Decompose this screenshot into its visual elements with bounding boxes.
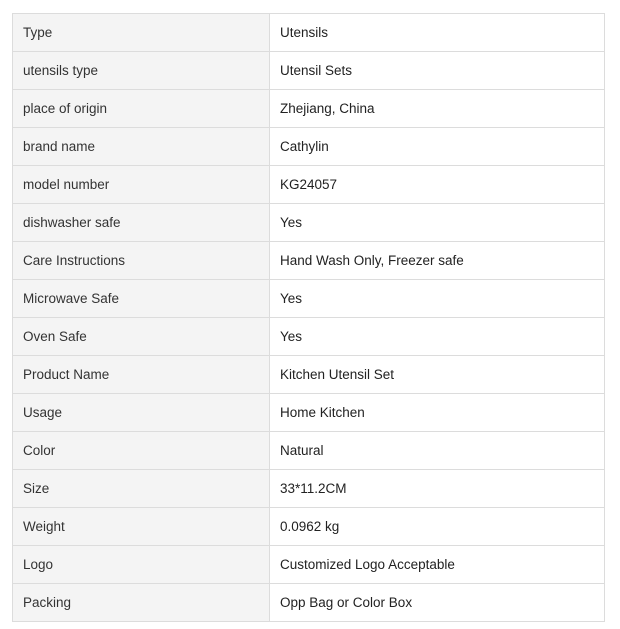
- table-row: [13, 52, 605, 90]
- spec-label: dishwasher safe: [13, 204, 270, 242]
- spec-value: Yes: [270, 280, 605, 318]
- spec-value: KG24057: [270, 166, 605, 204]
- spec-value: Yes: [270, 318, 605, 356]
- spec-label: brand name: [13, 128, 270, 166]
- spec-value: Yes: [270, 204, 605, 242]
- spec-value: Home Kitchen: [270, 394, 605, 432]
- table-row: [13, 318, 605, 356]
- spec-value: Opp Bag or Color Box: [270, 584, 605, 622]
- table-row: [13, 14, 605, 52]
- table-row: [13, 356, 605, 394]
- spec-label: model number: [13, 166, 270, 204]
- spec-label: Weight: [13, 508, 270, 546]
- spec-label: Size: [13, 470, 270, 508]
- spec-value: Utensil Sets: [270, 52, 605, 90]
- spec-value: Customized Logo Acceptable: [270, 546, 605, 584]
- spec-label: Color: [13, 432, 270, 470]
- spec-label: Logo: [13, 546, 270, 584]
- table-row: [13, 166, 605, 204]
- table-row: [13, 508, 605, 546]
- spec-value: 33*11.2CM: [270, 470, 605, 508]
- spec-value: Kitchen Utensil Set: [270, 356, 605, 394]
- spec-label: Microwave Safe: [13, 280, 270, 318]
- spec-value: Utensils: [270, 14, 605, 52]
- table-row: [13, 90, 605, 128]
- table-row: [13, 470, 605, 508]
- table-row: [13, 394, 605, 432]
- spec-label: Packing: [13, 584, 270, 622]
- spec-label: place of origin: [13, 90, 270, 128]
- table-row: [13, 584, 605, 622]
- spec-value: Natural: [270, 432, 605, 470]
- spec-label: Usage: [13, 394, 270, 432]
- table-row: [13, 432, 605, 470]
- spec-label: Type: [13, 14, 270, 52]
- spec-value: Cathylin: [270, 128, 605, 166]
- product-spec-table: [12, 13, 605, 622]
- table-row: [13, 128, 605, 166]
- spec-value: Hand Wash Only, Freezer safe: [270, 242, 605, 280]
- table-row: [13, 280, 605, 318]
- spec-label: Care Instructions: [13, 242, 270, 280]
- spec-value: 0.0962 kg: [270, 508, 605, 546]
- spec-value: Zhejiang, China: [270, 90, 605, 128]
- spec-label: Product Name: [13, 356, 270, 394]
- table-row: [13, 546, 605, 584]
- table-row: [13, 242, 605, 280]
- spec-table-body: [13, 14, 605, 622]
- spec-label: Oven Safe: [13, 318, 270, 356]
- table-row: [13, 204, 605, 242]
- spec-label: utensils type: [13, 52, 270, 90]
